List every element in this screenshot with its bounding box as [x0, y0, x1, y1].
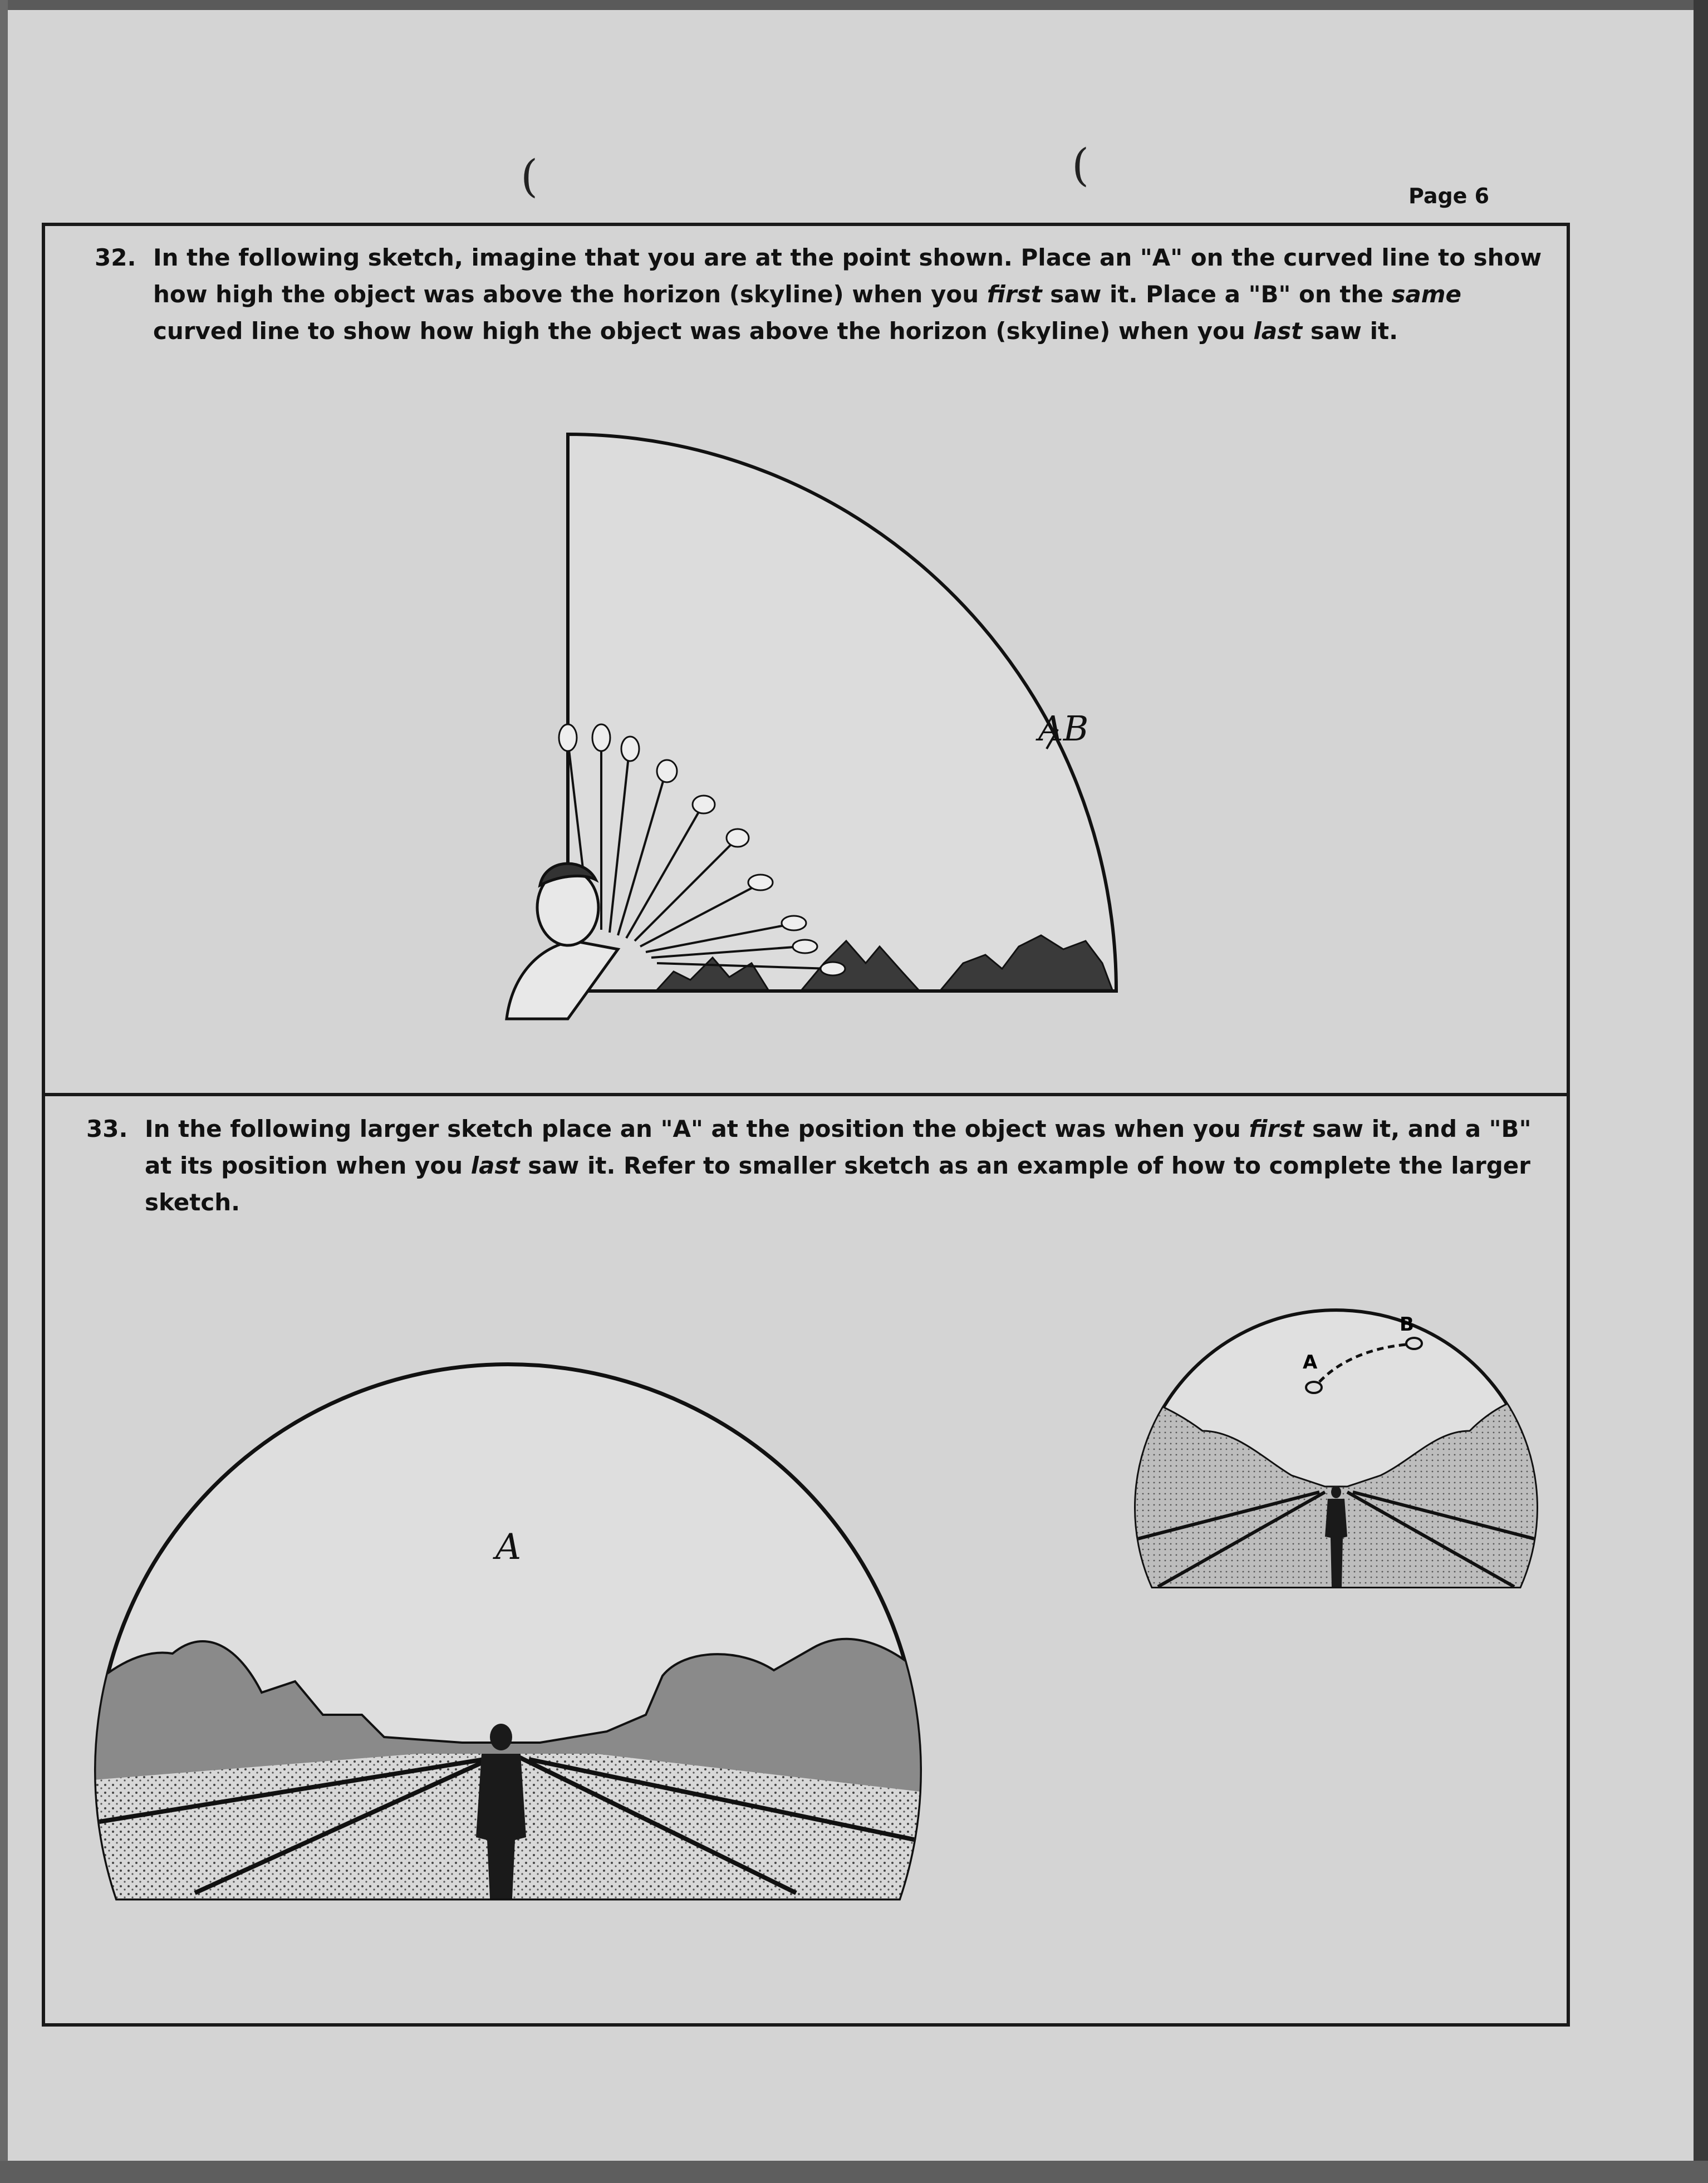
scan-edge-left — [0, 0, 8, 2183]
question-32 — [95, 239, 1542, 350]
question-33 — [86, 1111, 1556, 1221]
question-text: In the following larger sketch place an "A" at the position the object was when you first saw it, and a "B" at its position when you last saw it. Refer to smaller sketch as an example of how to complete the larger sketch. — [145, 1115, 1532, 1216]
example-label-b: B — [1400, 1313, 1414, 1336]
handwritten-ab-mark: AB — [1038, 708, 1089, 749]
example-street-sketch — [1125, 1292, 1548, 1603]
scan-edge-right — [1694, 0, 1708, 2183]
handwritten-a-mark: A — [495, 1527, 522, 1568]
large-street-sketch — [72, 1292, 930, 1915]
hole-punch-mark: ( — [521, 150, 538, 202]
skyline-quadrant-sketch — [490, 429, 1147, 1041]
scan-edge-top — [0, 0, 1708, 10]
question-number: 33. — [86, 1115, 128, 1142]
question-number: 32. — [95, 244, 136, 271]
page-number: Page 6 — [1408, 184, 1490, 208]
scan-edge-bottom — [0, 2161, 1708, 2183]
section-divider — [42, 1093, 1570, 1096]
question-text: In the following sketch, imagine that you are at the point shown. Place an "A" on the curved line to show how high the object was above the horizon (skyline) when you first saw it. Place a "B" on the same curved line to show how high the object was above the horizon (skyline) when you last saw it. — [153, 244, 1542, 345]
hole-punch-mark: ( — [1072, 139, 1089, 191]
quadrant-outline — [568, 434, 1116, 991]
example-label-a: A — [1303, 1351, 1318, 1373]
